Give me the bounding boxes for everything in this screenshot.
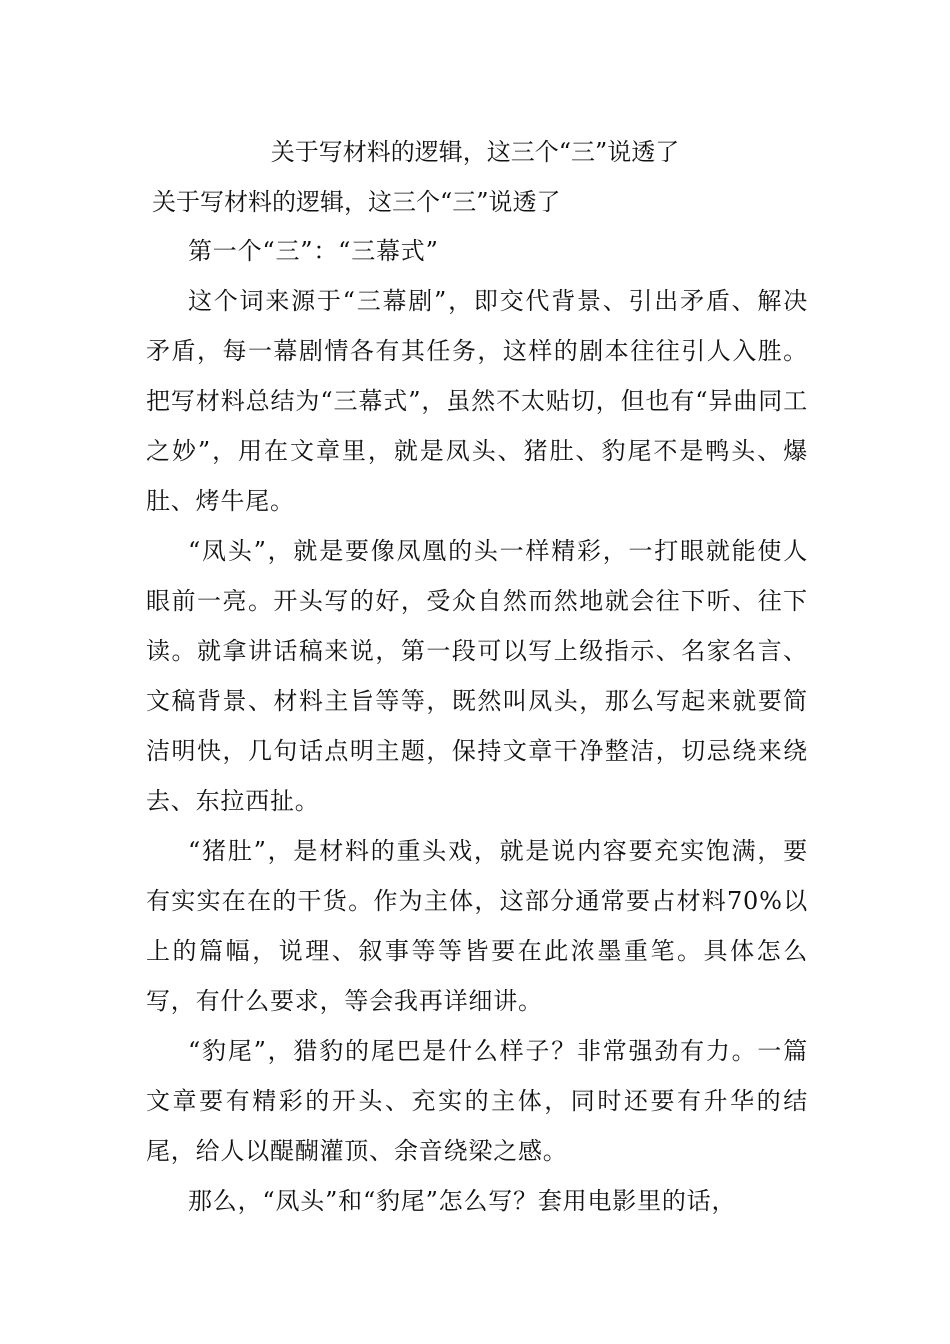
paragraph-fengtou: “凤头”，就是要像凤凰的头一样精彩，一打眼就能使人眼前一亮。开头写的好，受众自然而然地就会往下听、往下读。就拿讲话稿来说，第一段可以写上级指示、名家名言、文稿背景、材料主旨等等，既然叫凤头，那么写起来就要简洁明快，几句话点明主题，保持文章干净整洁，切忌绕来绕去、东拉西扯。: [146, 537, 808, 815]
paragraph-closing: 那么，“凤头”和“豹尾”怎么写？套用电影里的话，: [188, 1187, 737, 1215]
document-body: [146, 226, 808, 1226]
document-title: 关于写材料的逻辑，这三个“三”说透了: [270, 138, 680, 166]
section-heading: 第一个“三”：“三幕式”: [188, 237, 439, 265]
paragraph-baowei: “豹尾”，猎豹的尾巴是什么样子？非常强劲有力。一篇文章要有精彩的开头、充实的主体，同时还要有升华的结尾，给人以醍醐灌顶、余音绕梁之感。: [146, 1037, 808, 1165]
document-subtitle: 关于写材料的逻辑，这三个“三”说透了: [152, 188, 561, 216]
paragraph-zhudu: “猪肚”，是材料的重头戏，就是说内容要充实饱满，要有实实在在的干货。作为主体，这部分通常要占材料70%以上的篇幅，说理、叙事等等皆要在此浓墨重笔。具体怎么写，有什么要求，等会我再详细讲。: [146, 837, 808, 1015]
paragraph-intro: 这个词来源于“三幕剧”，即交代背景、引出矛盾、解决矛盾，每一幕剧情各有其任务，这样的剧本往往引人入胜。把写材料总结为“三幕式”，虽然不太贴切，但也有“异曲同工之妙”，用在文章里，就是凤头、猪肚、豹尾不是鸭头、爆肚、烤牛尾。: [146, 287, 808, 515]
